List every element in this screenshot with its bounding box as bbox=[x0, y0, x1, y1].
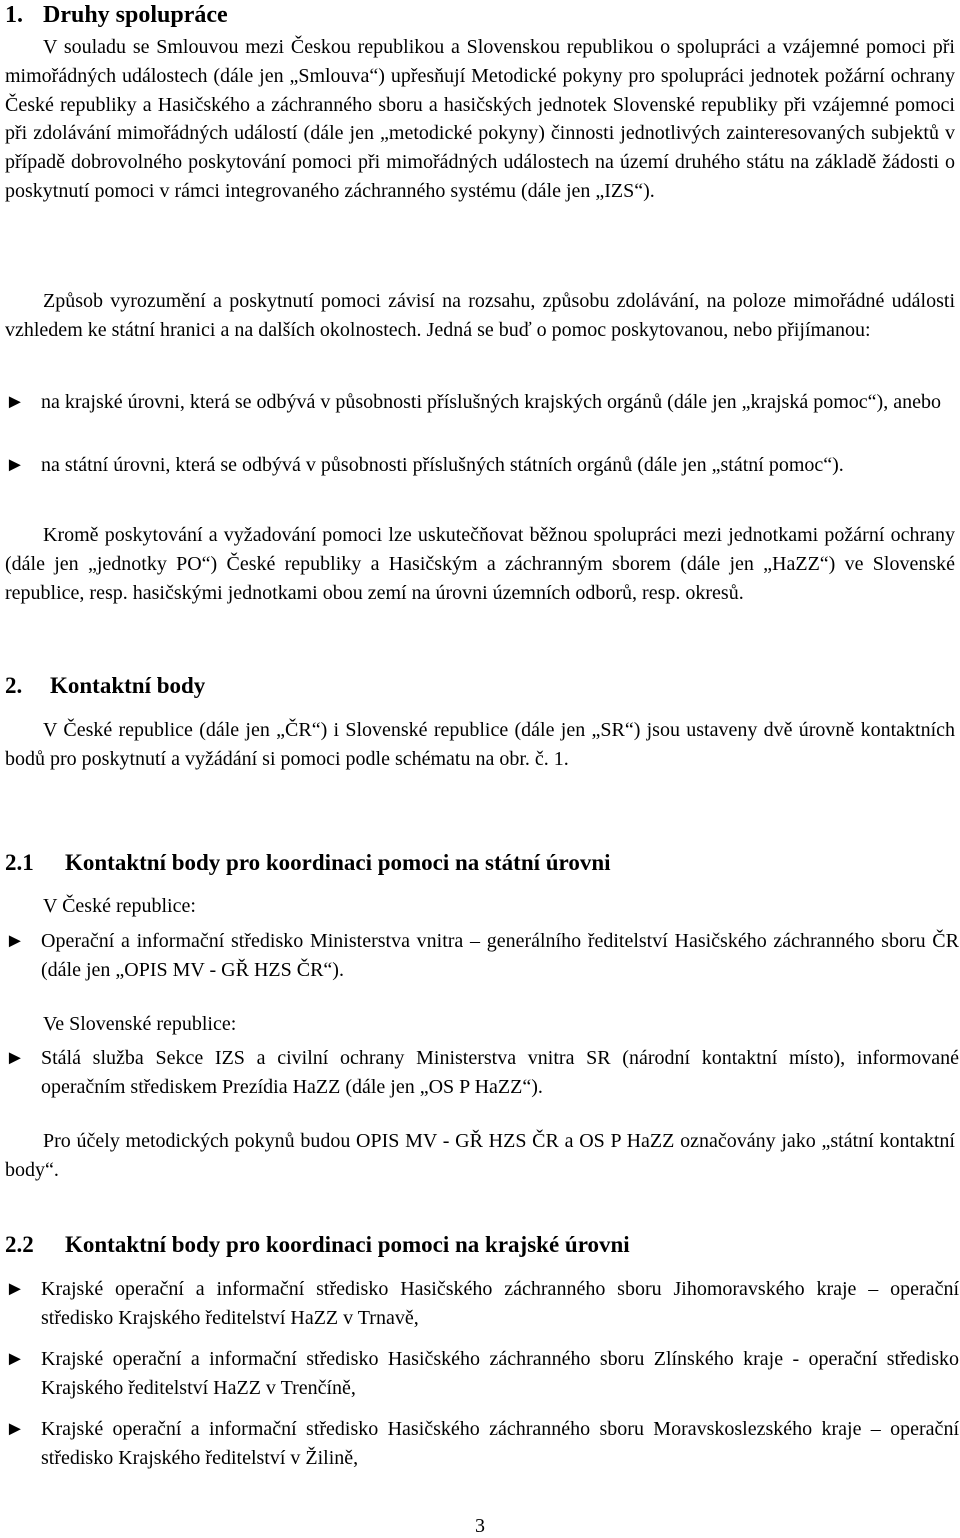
section-1-bullet-2-text: na státní úrovni, která se odbývá v působnosti příslušných státních orgánů (dále jen „státní pomoc“). bbox=[41, 454, 844, 476]
section-1-paragraph-2: Způsob vyrozumění a poskytnutí pomoci závisí na rozsahu, způsobu zdolávání, na poloze mimořádné události vzhledem ke státní hranici a na dalších okolnostech. Jedná se buď o pomoc poskytovanou, nebo přijímanou: bbox=[5, 290, 955, 341]
section-1-bullet-2 bbox=[5, 451, 960, 480]
section-1-heading bbox=[5, 0, 228, 30]
czech-republic-label: V České republice: bbox=[43, 895, 196, 917]
page-number: 3 bbox=[475, 1515, 485, 1537]
section-2-1-sk-bullet-text: Stálá služba Sekce IZS a civilní ochrany Ministerstva vnitra SR (národní kontaktní místo), informované operačním střediskem Prezídia HaZZ (dále jen „OS P HaZZ“). bbox=[41, 1047, 959, 1098]
section-1-title: Druhy spolupráce bbox=[43, 2, 228, 28]
section-2-2-title: Kontaktní body pro koordinaci pomoci na krajské úrovni bbox=[65, 1232, 630, 1257]
bullet-arrow-icon: ► bbox=[5, 1047, 25, 1069]
section-2-2-bullet-1-text: Krajské operační a informační středisko Hasičského záchranného sboru Jihomoravského kraje – operační středisko Krajského ředitelství HaZZ v Trnavě, bbox=[41, 1278, 959, 1329]
section-1-paragraph-3: Kromě poskytování a vyžadování pomoci lze uskutečňovat běžnou spolupráci mezi jednotkami požární ochrany (dále jen „jednotky PO“) České republiky a Hasičským a záchranným sborem (dále jen „HaZZ“) ve Slovenské republice, resp. hasičskými jednotkami obou zemí na úrovni územních odborů, resp. okresů. bbox=[5, 524, 955, 604]
section-1-paragraph-1: V souladu se Smlouvou mezi Českou republikou a Slovenskou republikou o spolupráci a vzájemné pomoci při mimořádných událostech (dále jen „Smlouva“) upřesňují Metodické pokyny pro spolupráci jednotek požární ochrany České republiky a Hasičského a záchranného sboru a hasičských jednotek Slovenské republiky při vzájemné pomoci při zdolávání mimořádných událostí (dále jen „metodické pokyny) činnosti jednotlivých zainteresovaných subjektů v případě dobrovolného poskytování pomoci při mimořádných událostech na území druhého státu na základě žádosti o poskytnutí pomoci v rámci integrovaného záchranného systému (dále jen „IZS“). bbox=[5, 36, 955, 202]
slovak-republic-label: Ve Slovenské republice: bbox=[43, 1013, 237, 1035]
bullet-arrow-icon: ► bbox=[5, 1418, 25, 1440]
bullet-arrow-icon: ► bbox=[5, 454, 25, 476]
bullet-arrow-icon: ► bbox=[5, 1278, 25, 1300]
bullet-arrow-icon: ► bbox=[5, 391, 25, 413]
section-1-bullet-1 bbox=[5, 388, 960, 417]
section-2-2-bullet-3-text: Krajské operační a informační středisko Hasičského záchranného sboru Moravskoslezského kraje – operační středisko Krajského ředitelství v Žilině, bbox=[41, 1418, 959, 1469]
section-2-2-bullet-2 bbox=[5, 1345, 960, 1403]
section-2-1-heading bbox=[5, 848, 611, 878]
section-2-heading bbox=[5, 671, 205, 701]
section-1-bullet-1-text: na krajské úrovni, která se odbývá v působnosti příslušných krajských orgánů (dále jen „krajská pomoc“), anebo bbox=[41, 391, 941, 413]
section-2-2-bullet-1 bbox=[5, 1275, 960, 1333]
section-2-1-paragraph: Pro účely metodických pokynů budou OPIS MV - GŘ HZS ČR a OS P HaZZ označovány jako „státní kontaktní body“. bbox=[5, 1130, 955, 1181]
section-2-1-title: Kontaktní body pro koordinaci pomoci na státní úrovni bbox=[65, 850, 611, 875]
section-1-number: 1. bbox=[5, 2, 23, 28]
section-2-1-cz-bullet-text: Operační a informační středisko Ministerstva vnitra – generálního ředitelství Hasičského záchranného sboru ČR (dále jen „OPIS MV - GŘ HZS ČR“). bbox=[41, 930, 959, 981]
section-2-paragraph: V České republice (dále jen „ČR“) i Slovenské republice (dále jen „SR“) jsou ustaveny dvě úrovně kontaktních bodů pro poskytnutí a vyžádání si pomoci podle schématu na obr. č. 1. bbox=[5, 719, 955, 770]
section-2-1-sk-bullet bbox=[5, 1044, 960, 1102]
bullet-arrow-icon: ► bbox=[5, 930, 25, 952]
section-2-2-bullet-2-text: Krajské operační a informační středisko Hasičského záchranného sboru Zlínského kraje - operační středisko Krajského ředitelství HaZZ v Trenčíně, bbox=[41, 1348, 959, 1399]
section-2-1-cz-bullet bbox=[5, 927, 960, 985]
section-2-1-number: 2.1 bbox=[5, 850, 34, 875]
section-2-number: 2. bbox=[5, 673, 23, 698]
section-2-2-bullet-3 bbox=[5, 1415, 960, 1473]
section-2-title: Kontaktní body bbox=[50, 673, 206, 698]
section-2-2-heading bbox=[5, 1230, 630, 1260]
section-2-2-number: 2.2 bbox=[5, 1232, 34, 1257]
bullet-arrow-icon: ► bbox=[5, 1348, 25, 1370]
